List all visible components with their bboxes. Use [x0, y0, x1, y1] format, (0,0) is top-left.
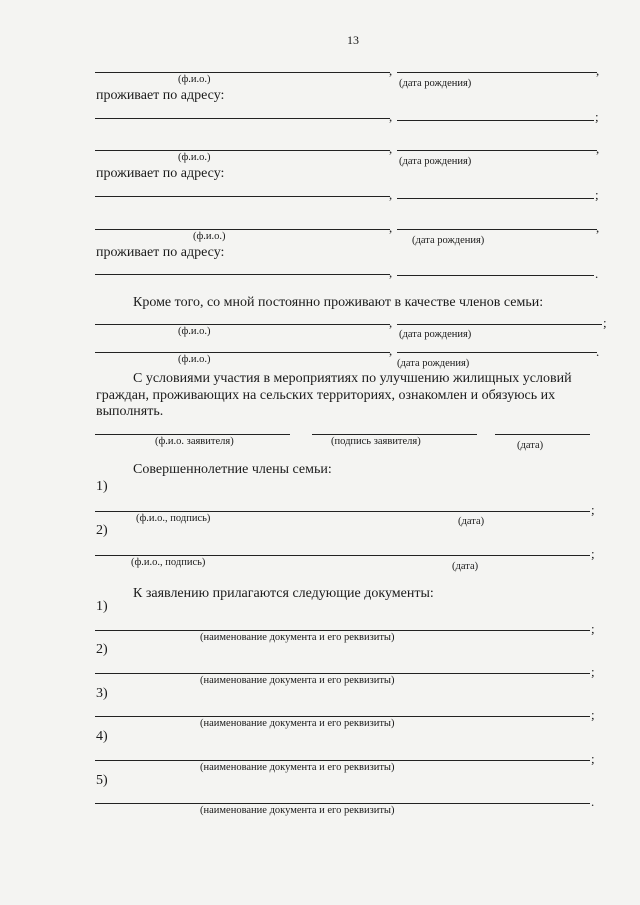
- address-line-continued[interactable]: [397, 275, 594, 276]
- semicolon: ;: [603, 315, 607, 330]
- conditions-line-3: выполнять.: [96, 404, 164, 419]
- semicolon: ;: [591, 502, 595, 517]
- item-number: 4): [96, 729, 108, 744]
- conditions-line-2: граждан, проживающих на сельских территориях, ознакомлен и обязуюсь их: [96, 388, 556, 403]
- period: .: [595, 266, 599, 281]
- item-number: 1): [96, 479, 108, 494]
- doc-name-caption: (наименование документа и его реквизиты): [200, 632, 395, 643]
- item-number: 3): [96, 686, 108, 701]
- document-line[interactable]: [95, 803, 590, 804]
- birth-date-line[interactable]: [397, 72, 597, 73]
- applicant-date-caption: (дата): [517, 440, 544, 451]
- family-intro: Кроме того, со мной постоянно проживают в качестве членов семьи:: [133, 295, 544, 310]
- fio-signature-caption: (ф.и.о., подпись): [131, 557, 206, 568]
- birth-date-caption: (дата рождения): [399, 156, 472, 167]
- lives-at-label: проживает по адресу:: [96, 88, 225, 103]
- document-line[interactable]: [95, 673, 590, 674]
- birth-date-caption: (дата рождения): [397, 358, 470, 369]
- fio-caption: (ф.и.о.): [178, 326, 211, 337]
- item-number: 5): [96, 773, 108, 788]
- conditions-line-1: С условиями участия в мероприятиях по улучшению жилищных условий: [133, 371, 572, 386]
- fio-caption: (ф.и.о.): [178, 354, 211, 365]
- doc-name-caption: (наименование документа и его реквизиты): [200, 675, 395, 686]
- comma: ,: [389, 141, 393, 156]
- comma: ,: [596, 141, 600, 156]
- birth-date-caption: (дата рождения): [412, 235, 485, 246]
- semicolon: ;: [591, 751, 595, 766]
- comma: ,: [596, 63, 600, 78]
- comma: ,: [389, 265, 393, 280]
- fio-line[interactable]: [95, 150, 390, 151]
- address-line[interactable]: [95, 196, 390, 197]
- comma: ,: [389, 315, 393, 330]
- fio-caption: (ф.и.о.): [193, 231, 226, 242]
- document-line[interactable]: [95, 630, 590, 631]
- doc-name-caption: (наименование документа и его реквизиты): [200, 718, 395, 729]
- page-number: 13: [347, 33, 359, 47]
- birth-date-line[interactable]: [397, 352, 597, 353]
- date-caption: (дата): [458, 516, 485, 527]
- comma: ,: [389, 187, 393, 202]
- applicant-name-caption: (ф.и.о. заявителя): [155, 436, 234, 447]
- applicant-name-line[interactable]: [95, 434, 290, 435]
- adult-members-heading: Совершеннолетние члены семьи:: [133, 462, 332, 477]
- adult-member-line[interactable]: [95, 511, 590, 512]
- address-line-continued[interactable]: [397, 120, 594, 121]
- address-line[interactable]: [95, 274, 390, 275]
- comma: ,: [596, 220, 600, 235]
- comma: ,: [389, 109, 393, 124]
- fio-line[interactable]: [95, 324, 390, 325]
- semicolon: ;: [595, 109, 599, 124]
- fio-line[interactable]: [95, 72, 390, 73]
- birth-date-caption: (дата рождения): [399, 329, 472, 340]
- semicolon: ;: [591, 546, 595, 561]
- semicolon: ;: [595, 187, 599, 202]
- fio-caption: (ф.и.о.): [178, 74, 211, 85]
- comma: ,: [389, 63, 393, 78]
- fio-signature-caption: (ф.и.о., подпись): [136, 513, 211, 524]
- item-number: 1): [96, 599, 108, 614]
- attached-docs-heading: К заявлению прилагаются следующие документы:: [133, 586, 434, 601]
- doc-name-caption: (наименование документа и его реквизиты): [200, 762, 395, 773]
- comma: ,: [389, 220, 393, 235]
- address-line[interactable]: [95, 118, 390, 119]
- birth-date-line[interactable]: [397, 229, 597, 230]
- period: .: [596, 344, 600, 359]
- comma: ,: [389, 343, 393, 358]
- applicant-signature-line[interactable]: [312, 434, 477, 435]
- document-line[interactable]: [95, 716, 590, 717]
- fio-caption: (ф.и.о.): [178, 152, 211, 163]
- lives-at-label: проживает по адресу:: [96, 166, 225, 181]
- semicolon: ;: [591, 664, 595, 679]
- item-number: 2): [96, 642, 108, 657]
- birth-date-line[interactable]: [397, 324, 602, 325]
- applicant-date-line[interactable]: [495, 434, 590, 435]
- semicolon: ;: [591, 621, 595, 636]
- date-caption: (дата): [452, 561, 479, 572]
- address-line-continued[interactable]: [397, 198, 594, 199]
- birth-date-caption: (дата рождения): [399, 78, 472, 89]
- fio-line[interactable]: [95, 229, 390, 230]
- item-number: 2): [96, 523, 108, 538]
- birth-date-line[interactable]: [397, 150, 597, 151]
- adult-member-line[interactable]: [95, 555, 590, 556]
- doc-name-caption: (наименование документа и его реквизиты): [200, 805, 395, 816]
- applicant-signature-caption: (подпись заявителя): [331, 436, 421, 447]
- semicolon: ;: [591, 707, 595, 722]
- document-line[interactable]: [95, 760, 590, 761]
- fio-line[interactable]: [95, 352, 390, 353]
- lives-at-label: проживает по адресу:: [96, 245, 225, 260]
- period: .: [591, 794, 595, 809]
